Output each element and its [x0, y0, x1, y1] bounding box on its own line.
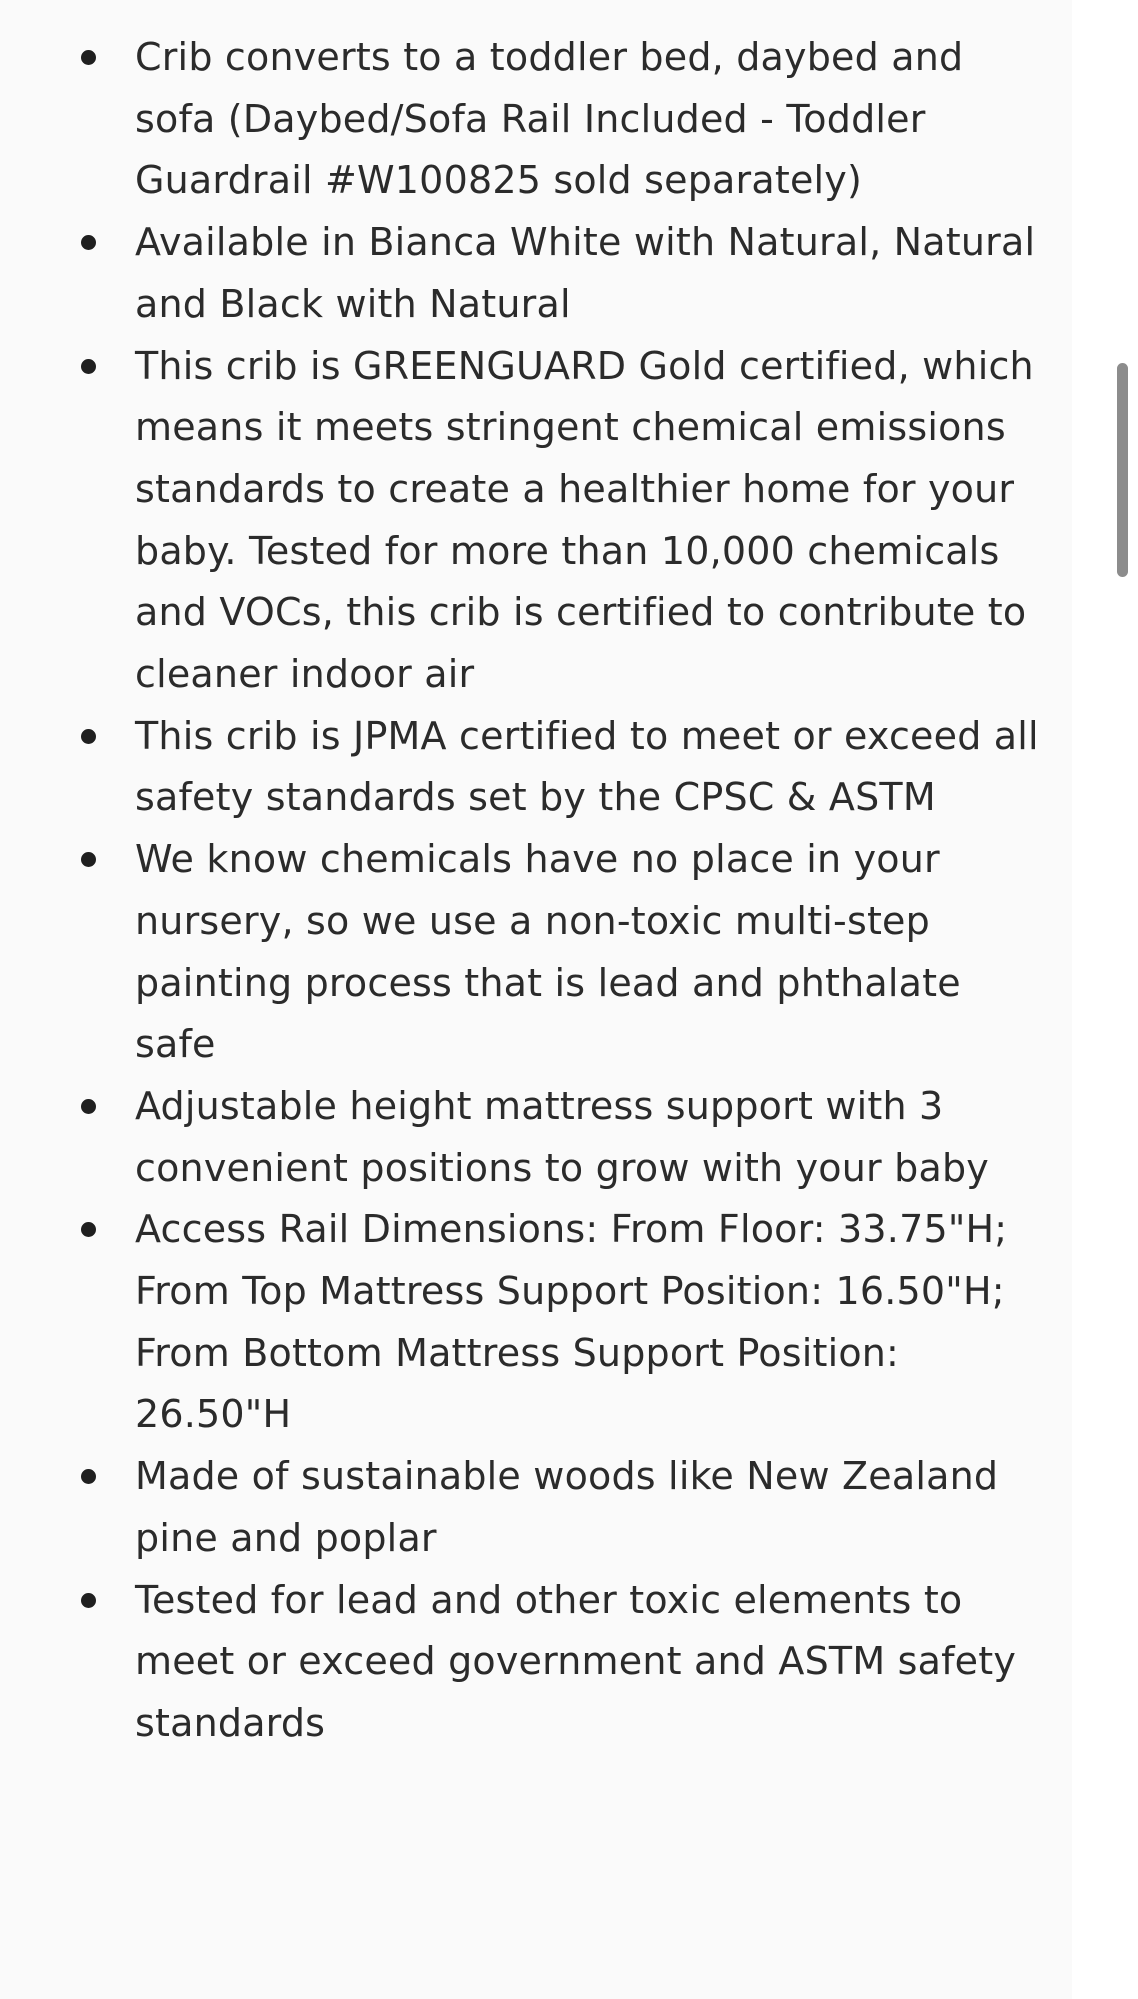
bullet-icon — [81, 235, 96, 250]
list-item-text: We know chemicals have no place in your nursery, so we use a non-toxic multi-step painting process that is lead and phthalate safe — [135, 837, 961, 1067]
list-item — [0, 706, 1072, 829]
bullet-icon — [81, 50, 96, 65]
right-margin — [1072, 0, 1138, 1999]
list-item-text: Access Rail Dimensions: From Floor: 33.75"H; From Top Mattress Support Position: 16.50"H; From Bottom Mattress Support Position: 26.50"H — [135, 1207, 1008, 1437]
list-item-text: Made of sustainable woods like New Zealand pine and poplar — [135, 1454, 999, 1560]
bullet-icon — [81, 1099, 96, 1114]
bullet-icon — [81, 852, 96, 867]
list-item — [0, 829, 1072, 1076]
list-item-text: This crib is JPMA certified to meet or exceed all safety standards set by the CPSC & ASTM — [135, 713, 1039, 820]
list-item-text: Adjustable height mattress support with 3 convenient positions to grow with your baby — [135, 1083, 989, 1190]
feature-list — [0, 27, 1072, 1755]
bullet-icon — [81, 1593, 96, 1608]
list-item — [0, 1076, 1072, 1199]
list-item-text: Tested for lead and other toxic elements to meet or exceed government and ASTM safety standards — [135, 1577, 1017, 1745]
list-item — [0, 336, 1072, 706]
bullet-icon — [81, 729, 96, 744]
list-item-text: Crib converts to a toddler bed, daybed and sofa (Daybed/Sofa Rail Included - Toddler Guardrail #W100825 sold separately) — [135, 35, 964, 203]
list-item — [0, 1199, 1072, 1446]
list-item-text: Available in Bianca White with Natural, Natural and Black with Natural — [135, 220, 1036, 326]
scrollbar-thumb[interactable] — [1117, 363, 1128, 577]
list-item — [0, 1570, 1072, 1755]
bullet-icon — [81, 359, 96, 374]
list-item — [0, 27, 1072, 212]
list-item-text: This crib is GREENGUARD Gold certified, which means it meets stringent chemical emissions standards to create a healthier home for your baby. Tested for more than 10,000 chemicals and VOCs, this crib is certified to contribute to cleaner indoor air — [135, 343, 1034, 697]
bullet-icon — [81, 1469, 96, 1484]
list-item — [0, 212, 1072, 335]
bullet-icon — [81, 1222, 96, 1237]
list-item — [0, 1446, 1072, 1569]
